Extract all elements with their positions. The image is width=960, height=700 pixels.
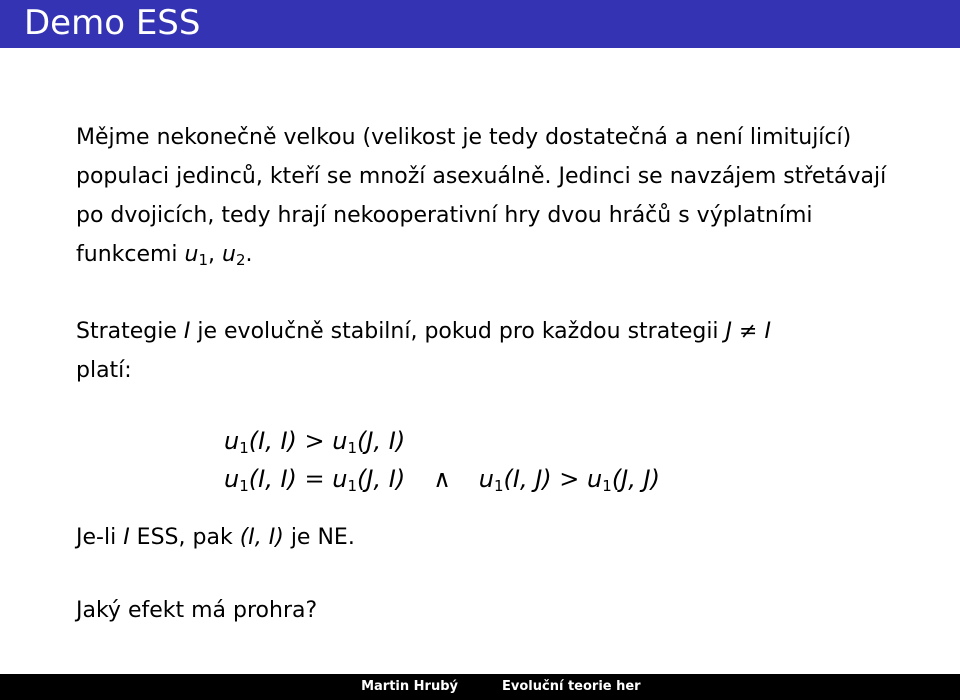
logical-and-symbol: ∧ bbox=[433, 465, 451, 493]
equations-block bbox=[224, 422, 916, 498]
neq-symbol: ≠ bbox=[732, 319, 765, 344]
question-text: Jaký efekt má prohra? bbox=[76, 598, 318, 623]
title-bar bbox=[0, 0, 960, 48]
u2-symbol: $u_2$ bbox=[222, 242, 246, 269]
u1-symbol: $u_1$ bbox=[184, 242, 209, 269]
ess-ne-statement: Je-li I ESS, pak (I, I) je NE. bbox=[76, 525, 355, 550]
def-text-b: je evolučně stabilní, pokud pro každou strategii bbox=[190, 319, 726, 344]
equation-line-2: $u_1(I$, $I) = u_1(J$, I) ∧ $u_1(I$, $J) > u_1(J$, J) bbox=[224, 460, 916, 498]
footer-bar bbox=[0, 674, 960, 700]
intro-text: Mějme nekonečně velkou (velikost je tedy dostatečná a není limitující) populaci jedinců, kteří se množí asexuálně. Jedinci se navzájem střetávají po dvojicích, tedy hrají nekooperativní hry dvou hráčů s výplatními funkcemi bbox=[76, 125, 887, 267]
slide-title: Demo ESS bbox=[24, 3, 201, 43]
comma: , bbox=[208, 242, 223, 267]
strategy-j: J bbox=[725, 319, 733, 344]
strategy-i: I bbox=[183, 319, 191, 344]
footer-author: Martin Hrubý bbox=[0, 674, 480, 700]
def-text-a: Strategie bbox=[76, 319, 184, 344]
equation-line-1: $u_1(I$, $I) > u_1(J$, I) bbox=[224, 427, 406, 457]
def-text-c: platí: bbox=[76, 358, 132, 383]
definition-paragraph bbox=[76, 312, 916, 390]
strategy-i-2: I bbox=[764, 319, 771, 344]
period: . bbox=[245, 242, 253, 267]
slide-content bbox=[76, 118, 916, 630]
intro-paragraph bbox=[76, 118, 916, 274]
footer-course: Evoluční teorie her bbox=[502, 679, 641, 694]
